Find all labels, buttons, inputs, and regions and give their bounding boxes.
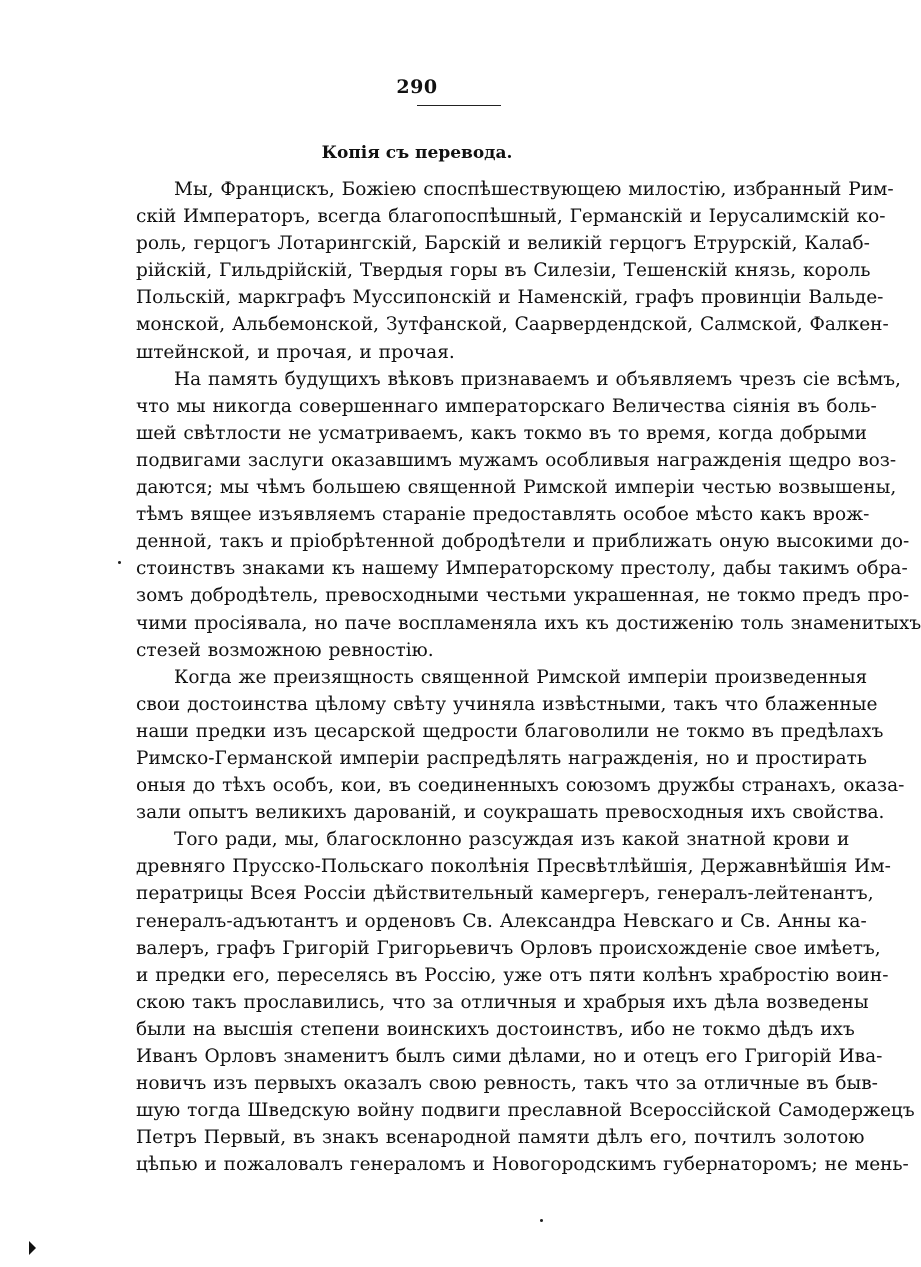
text-line: Иванъ Орловъ знаменитъ былъ сими дѣлами, но и отецъ его Григорій Ива-	[136, 1046, 883, 1067]
text-line: шей свѣтлости не усматриваемъ, какъ токмо въ то время, когда добрыми	[136, 422, 867, 444]
text-line: Мы, Францискъ, Божіею споспѣшествующею милостію, избранный Рим-	[174, 179, 894, 200]
text-line: Петръ Первый, въ знакъ всенародной памяти дѣлъ его, почтилъ золотою	[136, 1127, 865, 1149]
text-line: и предки его, переселясь въ Россію, уже отъ пяти колѣнъ храбростію воин-	[136, 964, 889, 986]
text-line: ператрицы Всея Россіи дѣйствительный камергеръ, генералъ-лейтенантъ,	[136, 883, 874, 905]
document-heading: Копія съ перевода.	[321, 143, 513, 163]
text-line: цѣпью и пожаловалъ генераломъ и Новогородскимъ губернаторомъ; не мень-	[136, 1154, 909, 1176]
text-line: скою такъ прославились, что за отличныя и храбрыя ихъ дѣла возведены	[136, 991, 869, 1013]
text-line: Римско-Германской имперіи распредѣлять награжденія, но и простирать	[136, 747, 867, 769]
page-number: 290	[396, 76, 438, 98]
paragraph-1	[136, 176, 894, 366]
text-line: денной, такъ и пріобрѣтенной добродѣтели и приближать оную высокими до-	[136, 531, 910, 553]
text-line: были на высшія степени воинскихъ достоинствъ, ибо не токмо дѣдъ ихъ	[136, 1018, 855, 1040]
paragraph-3	[136, 664, 905, 827]
text-line: что мы никогда совершеннаго императорскаго Величества сіянія въ боль-	[136, 395, 877, 417]
text-line: новичъ изъ первыхъ оказалъ свою ревность, такъ что за отличные въ быв-	[136, 1073, 878, 1095]
text-line: шую тогда Шведскую войну подвиги преславной Всероссійской Самодержецъ	[136, 1100, 915, 1122]
text-line: валеръ, графъ Григорій Григорьевичъ Орловъ происхожденіе свое имѣетъ,	[136, 937, 881, 959]
text-line: Польскій, маркграфъ Муссипонскій и Наменскій, графъ провинціи Вальде-	[136, 287, 884, 309]
text-line: стезей возможною ревностію.	[136, 639, 434, 661]
text-line: рійскій, Гильдрійскій, Твердыя горы въ Силезіи, Тешенскій князь, король	[136, 260, 871, 282]
text-line: чими просіявала, но паче воспламеняла ихъ къ достиженію толь знаменитыхъ	[136, 612, 921, 634]
text-line: даются; мы чѣмъ большею священной Римской имперіи честью возвышены,	[136, 477, 897, 499]
text-line: На память будущихъ вѣковъ признаваемъ и объявляемъ чрезъ сіе всѣмъ,	[174, 368, 901, 390]
text-line: скій Императоръ, всегда благопоспѣшный, Германскій и Іерусалимскій ко-	[136, 206, 886, 228]
corner-mark	[29, 1241, 36, 1255]
text-line: подвигами заслуги оказавшимъ мужамъ особливыя награжденія щедро воз-	[136, 449, 897, 471]
text-line: Когда же преизящность священной Римской имперіи произведенныя	[174, 666, 868, 688]
text-line: роль, герцогъ Лотарингскій, Барскій и великій герцогъ Етрурскій, Калаб-	[136, 233, 870, 255]
text-line: оныя до тѣхъ особъ, кои, въ соединенныхъ союзомъ дружбы странахъ, оказа-	[136, 775, 905, 797]
page-number-rule	[417, 105, 501, 106]
text-line: зомъ добродѣтель, превосходными честьми украшенная, не токмо предъ про-	[136, 585, 910, 607]
document-body	[136, 176, 921, 1178]
text-line: тѣмъ вящее изъявляемъ стараніе предоставлять особое мѣсто какъ врож-	[136, 504, 870, 526]
text-line: генералъ-адъютантъ и орденовъ Св. Александра Невскаго и Св. Анны ка-	[136, 910, 867, 932]
text-line: древняго Прусско-Польскаго поколѣнія Пресвѣтлѣйшія, Державнѣйшія Им-	[136, 856, 891, 878]
text-line: наши предки изъ цесарской щедрости благоволили не токмо въ предѣлахъ	[136, 720, 884, 742]
paragraph-4	[136, 826, 915, 1178]
text-line: свои достоинства цѣлому свѣту учиняла извѣстными, такъ что блаженные	[136, 693, 878, 715]
text-line: Того ради, мы, благосклонно разсуждая изъ какой знатной крови и	[174, 829, 850, 851]
text-line: зали опытъ великихъ дарованій, и соукрашать превосходныя ихъ свойства.	[136, 802, 885, 824]
scan-speck	[118, 561, 121, 564]
text-line: монской, Альбемонской, Зутфанской, Саарвердендской, Салмской, Фалкен-	[136, 314, 889, 336]
text-line: стоинствъ знаками къ нашему Императорскому престолу, дабы такимъ обра-	[136, 558, 908, 580]
scan-speck	[540, 1219, 543, 1222]
paragraph-2	[136, 366, 921, 664]
text-line: штейнской, и прочая, и прочая.	[136, 341, 455, 363]
